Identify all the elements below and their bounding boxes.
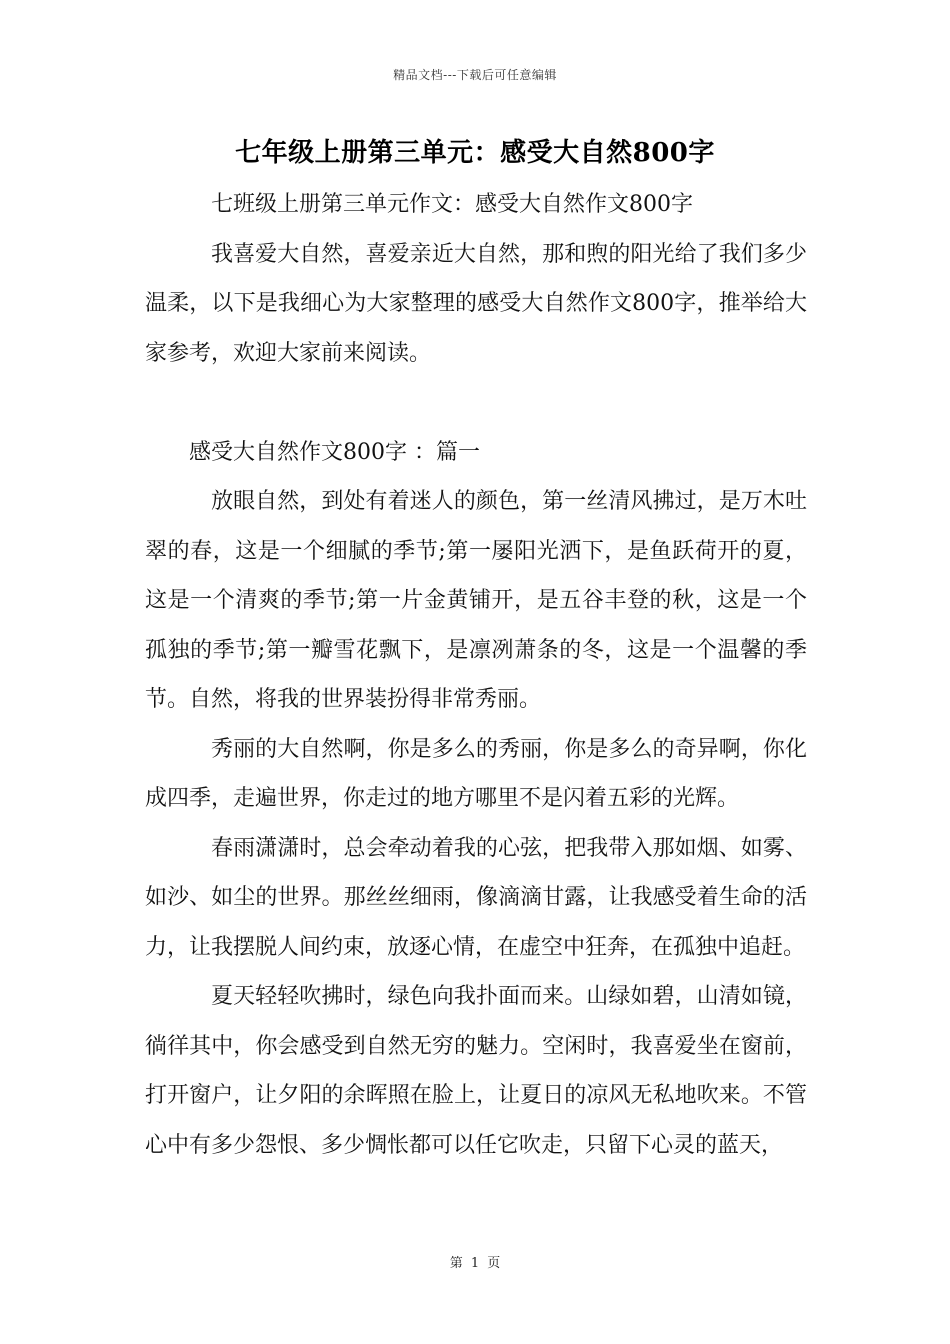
section-heading: 感受大自然作文800字 ：篇一	[189, 439, 480, 465]
body-paragraph: 春雨潇潇时，总会牵动着我的心弦，把我带入那如烟、如雾、如沙、如尘的世界。那丝丝细雨，像滴滴甘露，让我感受着生命的活力，让我摆脱人间约束，放逐心情，在虚空中狂奔，在孤独中追赶。	[145, 835, 807, 960]
page-number: 第 1 页	[449, 1256, 501, 1271]
body-paragraph: 秀丽的大自然啊，你是多么的秀丽，你是多么的奇异啊，你化成四季，走遍世界，你走过的地方哪里不是闪着五彩的光辉。	[145, 736, 807, 811]
document-subtitle: 七班级上册第三单元作文：感受大自然作文800字	[211, 192, 693, 217]
intro-paragraph: 我喜爱大自然，喜爱亲近大自然，那和煦的阳光给了我们多少温柔，以下是我细心为大家整理的感受大自然作文800字，推举给大家参考，欢迎大家前来阅读。	[145, 241, 807, 366]
document-body	[145, 180, 807, 1170]
body-paragraph: 夏天轻轻吹拂时，绿色向我扑面而来。山绿如碧，山清如镜，徜徉其中，你会感受到自然无穷的魅力。空闲时，我喜爱坐在窗前，打开窗户，让夕阳的余晖照在脸上，让夏日的凉风无私地吹来。不管心中有多少怨恨、多少惆怅都可以任它吹走，只留下心灵的蓝天，	[145, 984, 807, 1158]
body-paragraph: 放眼自然，到处有着迷人的颜色，第一丝清风拂过，是万木吐翠的春，这是一个细腻的季节;第一屡阳光洒下，是鱼跃荷开的夏，这是一个清爽的季节;第一片金黄铺开，是五谷丰登的秋，这是一个孤独的季节;第一瓣雪花飘下，是凛冽萧条的冬，这是一个温馨的季节。自然，将我的世界装扮得非常秀丽。	[145, 489, 807, 712]
document-title: 七年级上册第三单元：感受大自然800字	[235, 138, 715, 168]
page-header: 精品文档---下载后可任意编辑	[393, 68, 557, 82]
